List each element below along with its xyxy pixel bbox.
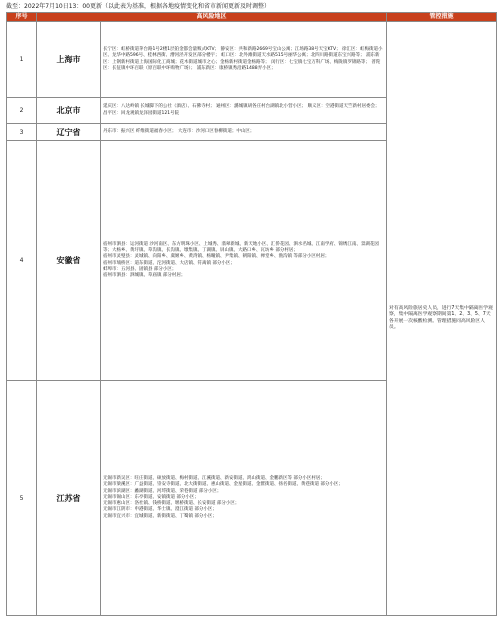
province-name: 安徽省 [37, 141, 101, 381]
area-list [101, 124, 387, 141]
update-notice: 截至：2022年7月10日13：00更新（以此表为基准，根据各地疫情变化和省市新闻更新及时调整） [6, 3, 270, 10]
area-line: 延庆区：八达岭镇 长城脚下的公社（酒店）、石佛寺村； [103, 104, 215, 110]
area-line: 无锡市滨湖区：蠡湖街道、河埒街道、荣巷街道 部分小区； [103, 488, 222, 494]
table-row [7, 22, 497, 98]
header-no: 序号 [7, 13, 37, 22]
area-line: 蚌埠市：五河县、固镇县 部分小区； [103, 266, 177, 272]
area-list [101, 22, 387, 98]
area-line: 无锡市锡山区：东亭街道、安镇街道 部分小区； [103, 494, 199, 500]
area-line: 无锡市宜兴市：宜城街道、新街街道、丁蜀镇 部分小区； [103, 513, 217, 519]
area-line: 大连市：沙河口区春柳街道；中山区； [177, 128, 255, 134]
row-no: 4 [7, 141, 37, 381]
row-no: 2 [7, 98, 37, 124]
province-name: 北京市 [37, 98, 101, 124]
header-measure: 管控措施 [387, 13, 497, 22]
area-line: 静安区：共和新路2669号宝山公寓；江场路38号天宝KTV； [220, 47, 341, 53]
header-area: 高风险地区 [37, 13, 387, 22]
area-line: 普陀区：长征镇中环百联（原百联中环购物广场）； [103, 59, 381, 71]
area-line: 浦东新区：康桥镇秀沿路1488弄小区； [196, 65, 276, 71]
measure-text: 对有高风险旅居史人员，进行7天集中隔离医学观察，集中隔离医学观察期间第1、2、3、5、7天各开展一次核酸检测。管理措施同高风险区人员。 [387, 22, 497, 616]
area-line: 浦东新区：上钢新村街道上海国际化工商城；花木街道城市之心；金杨新村街道金杨路等； [103, 53, 380, 65]
area-list [101, 141, 387, 381]
area-line: 通州区：潞城镇胡各庄村台湖镇北小营小区； [216, 104, 307, 110]
risk-area-table [6, 12, 497, 616]
row-no: 5 [7, 381, 37, 616]
area-line: 顺义区：空港街道天竺新村居委会； [307, 104, 380, 110]
table-header-row [7, 13, 497, 22]
area-line: 无锡市江阴市：申港街道、华士镇、澄江街道 部分小区； [103, 507, 217, 513]
area-list [101, 98, 387, 124]
province-name: 辽宁省 [37, 124, 101, 141]
area-line: 宿州市泗县：泗城镇、草庙镇 部分村居； [103, 272, 186, 278]
area-line: 无锡市新吴区：旺庄街道、硕放街道、梅村街道、江溪街道、新安街道、鸿山街道、金鹏新区等 部分小区村居； [103, 476, 325, 482]
area-line: 昌平区：回龙观镇龙泽园街道121号院 [103, 110, 180, 116]
area-line: 虹口区：北外滩街道天水路515号丽华公寓；北四川路街道东宝兴路等； [221, 53, 365, 59]
area-line: 宿州市泗县：运河街道 沙河南区、东方明珠小区、上城秀、翡翠新城、新天地小区、汇侨花园、泗水名城、江南学府、锦绣江南、景湖花园等；大杨乡、黄圩镇、草沟镇、长沟镇、墩集镇、丁湖镇、屏山镇、大路口乡、瓦坊乡 部分村居； [103, 241, 379, 254]
area-list [101, 381, 387, 616]
area-line: 无锡市惠山区：洛社镇、钱桥街道、堰桥街道、长安街道 部分小区； [103, 501, 240, 507]
province-name: 上海市 [37, 22, 101, 98]
area-line: 长宁区：虹桥街道茅台路1号2楼1层铂金都会量贩式KTV； [103, 47, 220, 53]
area-line: 无锡市梁溪区：广益街道、崇安寺街道、北大街街道、惠山街道、金星街道、金匮街道、扬名街道、黄巷街道 部分小区； [103, 482, 343, 488]
area-line: 徐汇区：虹梅街道小区、龙华中路596号、桂林西街、漕河泾开发区部分楼宇； [103, 47, 383, 59]
area-line: 宿州市埇桥区：道东街道、沱河街道、大店镇、符离镇 部分小区； [103, 260, 235, 266]
area-line: 宿州市灵璧县：灵城镇、向阳乡、虞姬乡、黄湾镇、杨疃镇、尹集镇、朝阳镇、禅堂乡、渔沟镇 等部分小区村居； [103, 254, 330, 260]
area-line: 丹东市：振兴区 纤维街道福春小区； [103, 128, 177, 134]
area-line: 闵行区：七宝镇七宝万科广场、梅陇镇罗锦路等； [270, 59, 370, 65]
province-name: 江苏省 [37, 381, 101, 616]
row-no: 1 [7, 22, 37, 98]
row-no: 3 [7, 124, 37, 141]
